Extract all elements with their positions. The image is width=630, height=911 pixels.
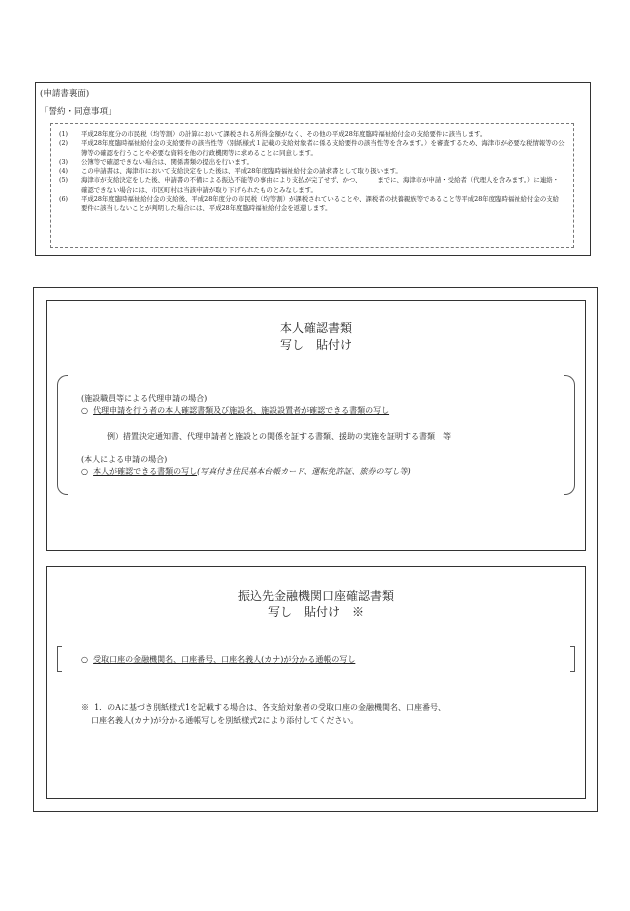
note-mark: ※ [81,703,89,712]
bank-document-area [46,566,586,799]
pledge-item-text: 平成28年度臨時福祉給付金の支給後、平成28年度分の市民税（均等割）が課税されていることや、課税者の扶養親族等であること等平成28年度臨時福祉給付金の支給要件に該当しないことが判明した場合には、平成28年度臨時福祉給付金を返還します。 [81,195,559,213]
identity-document-area [46,300,586,551]
pledge-item-text: この申請書は、海津市において支給決定をした後は、平成28年度臨時福祉給付金の請求書として取り扱います。 [81,167,402,176]
identity-subtitle: 写し 貼付け [279,338,352,352]
form-back-label: (申請書裏面) [40,89,90,99]
pledge-item-number: (1) [59,130,69,138]
pledge-item-number: (3) [59,157,69,166]
proxy-item [81,405,389,416]
pledge-item [59,195,565,214]
bank-item [81,654,355,665]
bank-item-text: 受取口座の金融機関名、口座番号、口座名義人(カナ)が分かる通帳の写し [93,655,356,664]
circle-icon: ○ [81,406,88,415]
bracket-right [570,646,575,672]
pledge-item-number: (2) [59,139,69,148]
self-item-note: (写真付き住民基本台帳カード、運転免許証、旅券の写し等) [197,467,411,476]
self-item-text: 本人が確認できる書類の写し [93,467,198,476]
pledge-section [35,82,591,256]
pledge-item-number: (5) [59,176,69,185]
identity-title: 本人確認書類 [279,321,352,335]
circle-icon: ○ [81,467,88,476]
self-item [81,466,411,477]
pledge-item-text: 平成28年度臨時福祉給付金の支給要件の該当性等（別紙様式１記載の支給対象者に係る支給要件の該当性等を含みます。）を審査するため、海津市が必要な税情報等の公簿等の確認を行うことや必要な資料を他の行政機関等に求めることに同意します。 [81,139,565,157]
proxy-heading: (施設職員等による代理申請の場合) [81,394,208,403]
bank-title: 振込先金融機関口座確認書類 [237,589,394,603]
circle-icon: ○ [81,655,88,664]
pledge-item [59,158,565,167]
bank-subtitle: 写し 貼付け ※ [267,605,364,619]
proxy-item-text: 代理申請を行う者の本人確認書類及び施設名、施設設置者が確認できる書類の写し [93,406,390,415]
pledge-item-text: 海津市が支給決定をした後、申請書の不備による振込不能等の事由により支払が完了せず、かつ、 までに、海津市が申請・受給者（代理人を含みます。）に連絡・確認できない場合には、市区町村は当該申請が取り下げられたものとみなします。 [81,176,560,194]
pledge-item-number: (4) [59,167,69,176]
bank-note-line2: 口座名義人(カナ)が分かる通帳写しを別紙様式2により添付してください。 [91,716,359,725]
bank-note-line1 [81,702,446,713]
bank-instructions [57,646,575,672]
pledge-item [59,130,565,139]
note-text-1: 1．のAに基づき別紙様式1を記載する場合は、各支給対象者の受取口座の金融機関名、口座番号、 [94,703,447,712]
identity-instructions [57,375,575,495]
self-heading: (本人による申請の場合) [81,455,168,464]
pledge-item-number: (6) [59,195,69,204]
proxy-example: 例）措置決定通知書、代理申請者と施設との関係を証する書類、援助の実施を証明する書類 等 [107,432,451,441]
pledge-item [59,139,565,158]
pledge-item-text: 平成28年度分の市民税（均等割）の計算において課税される所得金額がなく、その他の平成28年度臨時福祉給付金の支給要件に該当します。 [81,130,487,138]
pledge-item [59,176,565,195]
pledge-list [50,123,574,248]
bracket-right [564,375,575,495]
pledge-item-text: 公簿等で確認できない場合は、関係書類の提出を行います。 [81,157,254,166]
pledge-title: 「誓約・同意事項」 [40,107,117,117]
bracket-left [57,375,68,495]
bracket-left [57,646,62,672]
